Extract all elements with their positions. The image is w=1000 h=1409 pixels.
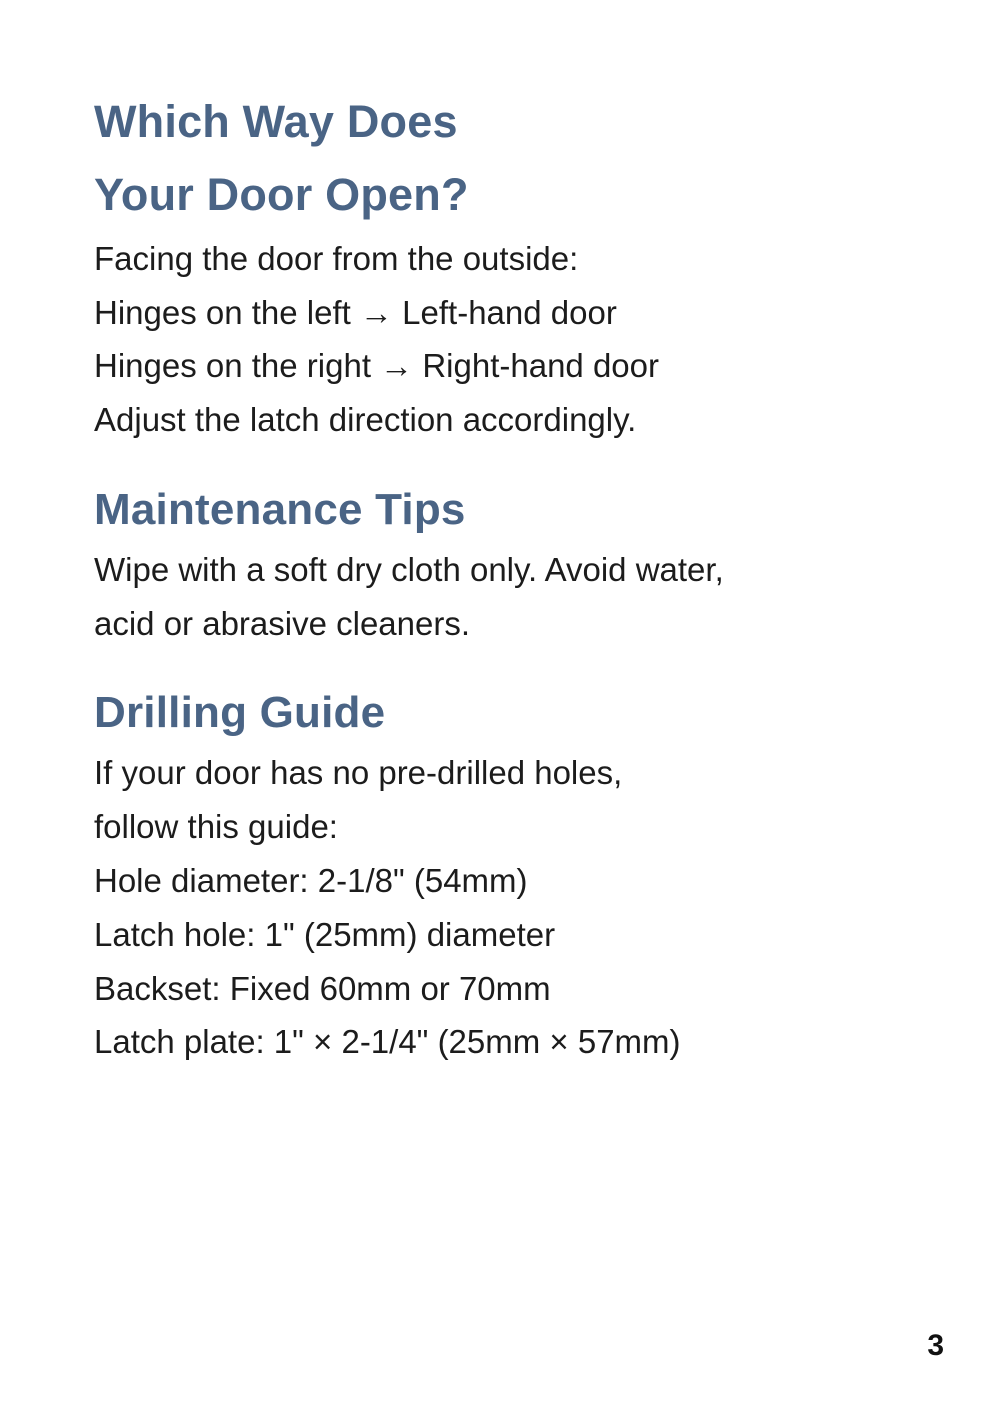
heading-line: Your Door Open?: [94, 168, 469, 220]
section-heading-maintenance-tips: [94, 477, 928, 543]
body-line: follow this guide:: [94, 808, 338, 846]
body-line: Hinges on the left → Left-hand door: [94, 293, 617, 331]
section-maintenance-tips: [94, 477, 928, 651]
body-line: Backset: Fixed 60mm or 70mm: [94, 969, 551, 1007]
section-drilling-guide: [94, 680, 928, 1069]
section-heading-drilling-guide: [94, 680, 928, 746]
section-heading-door-open: [94, 86, 928, 232]
body-line: Wipe with a soft dry cloth only. Avoid water,: [94, 550, 724, 588]
body-line: Facing the door from the outside:: [94, 239, 579, 277]
body-line: Latch plate: 1" × 2-1/4" (25mm × 57mm): [94, 1023, 681, 1061]
body-line: Hinges on the right → Right-hand door: [94, 347, 659, 385]
body-line: Hole diameter: 2-1/8" (54mm): [94, 862, 528, 900]
body-line: Latch hole: 1" (25mm) diameter: [94, 915, 556, 953]
heading-line: Drilling Guide: [94, 688, 386, 738]
section-which-way-does-your-door-open: [94, 86, 928, 447]
body-line: If your door has no pre-drilled holes,: [94, 754, 623, 792]
body-line: Adjust the latch direction accordingly.: [94, 401, 637, 439]
heading-line: Which Way Does: [94, 96, 458, 147]
heading-line: Maintenance Tips: [94, 484, 466, 534]
body-line: acid or abrasive cleaners.: [94, 604, 471, 642]
page-number: 3: [927, 1329, 944, 1362]
